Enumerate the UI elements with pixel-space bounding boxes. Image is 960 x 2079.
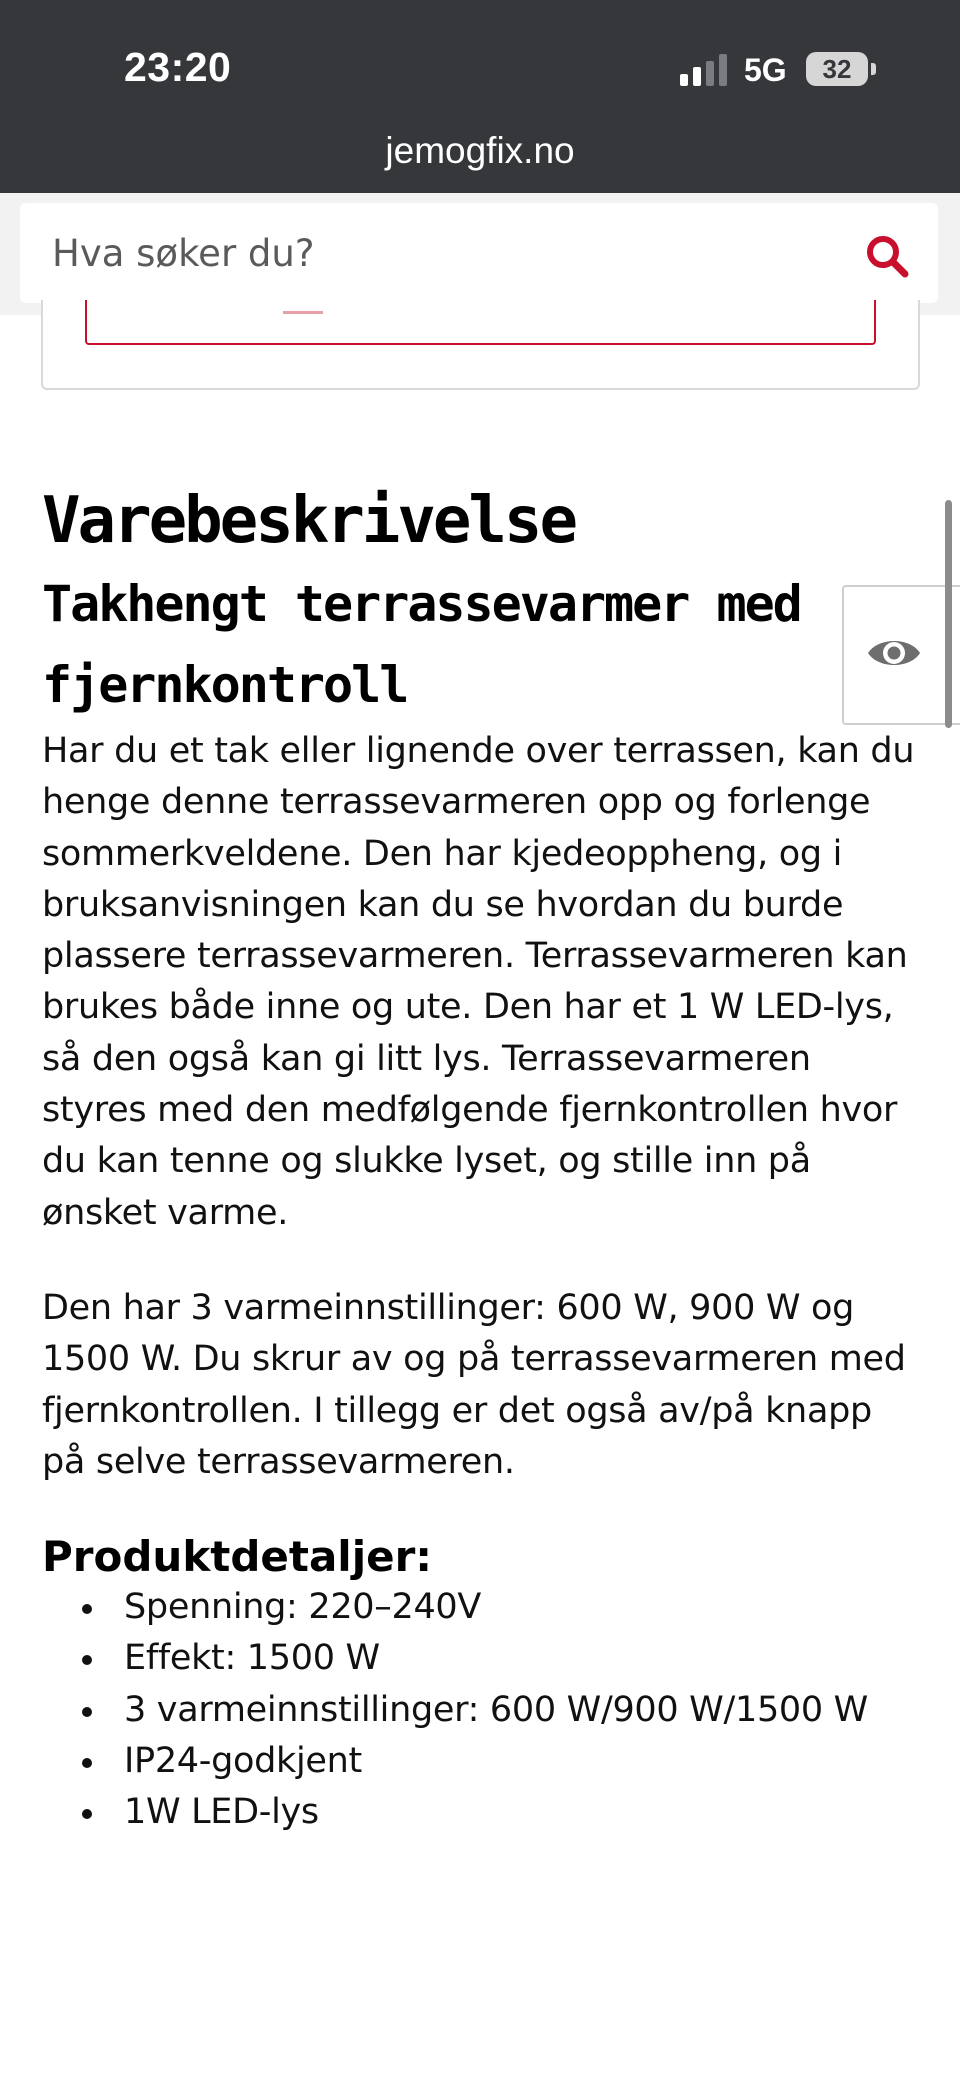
search-box <box>20 203 938 303</box>
signal-icon <box>680 54 728 86</box>
description-heading: Varebeskrivelse <box>42 484 575 558</box>
status-time: 23:20 <box>124 44 232 90</box>
battery-icon <box>806 52 868 86</box>
purchase-box <box>41 300 920 390</box>
list-item: Effekt: 1500 W <box>42 1633 922 1684</box>
search-bar <box>0 193 960 315</box>
browser-chrome <box>0 0 960 193</box>
list-item: Spenning: 220–240V <box>42 1582 922 1633</box>
product-title: Takhengt terrassevarmer med fjernkontroll <box>42 575 801 714</box>
search-input[interactable] <box>52 203 832 303</box>
button-fragment <box>283 311 323 314</box>
visibility-toggle-button[interactable] <box>842 585 960 725</box>
address-bar-url[interactable]: jemogfix.no <box>385 130 575 171</box>
purchase-button[interactable] <box>85 300 876 345</box>
product-details-list <box>42 1582 922 1838</box>
network-type: 5G <box>744 52 787 88</box>
list-item: IP24-godkjent <box>42 1736 922 1787</box>
page-scrollbar[interactable] <box>945 500 952 728</box>
battery-level: 32 <box>822 54 852 84</box>
search-icon[interactable] <box>864 233 910 279</box>
eye-icon <box>866 631 922 675</box>
product-description <box>42 480 922 1839</box>
list-item: 1W LED-lys <box>42 1787 922 1838</box>
battery-cap <box>871 63 876 75</box>
description-paragraph: Den har 3 varmeinnstillinger: 600 W, 900 W og 1500 W. Du skrur av og på terrassevarmeren med fjernkontrollen. I tillegg er det også av/på knapp på selve terrassevarmeren. <box>42 1287 906 1482</box>
list-item: 3 varmeinnstillinger: 600 W/900 W/1500 W <box>42 1685 922 1736</box>
description-paragraph: Har du et tak eller lignende over terrassen, kan du henge denne terrassevarmeren opp og forlenge sommerkveldene. Den har kjedeoppheng, og i bruksanvisningen kan du se hvordan du burde plassere terrassevarmeren. Terrassevarmeren kan brukes både inne og ute. Den har et 1 W LED-lys, så den også kan gi litt lys. Terrassevarmeren styres med den medfølgende fjernkontrollen hvor du kan tenne og slukke lyset, og stille inn på ønsket varme. <box>42 731 915 1233</box>
product-details-heading: Produktdetaljer: <box>42 1532 433 1582</box>
